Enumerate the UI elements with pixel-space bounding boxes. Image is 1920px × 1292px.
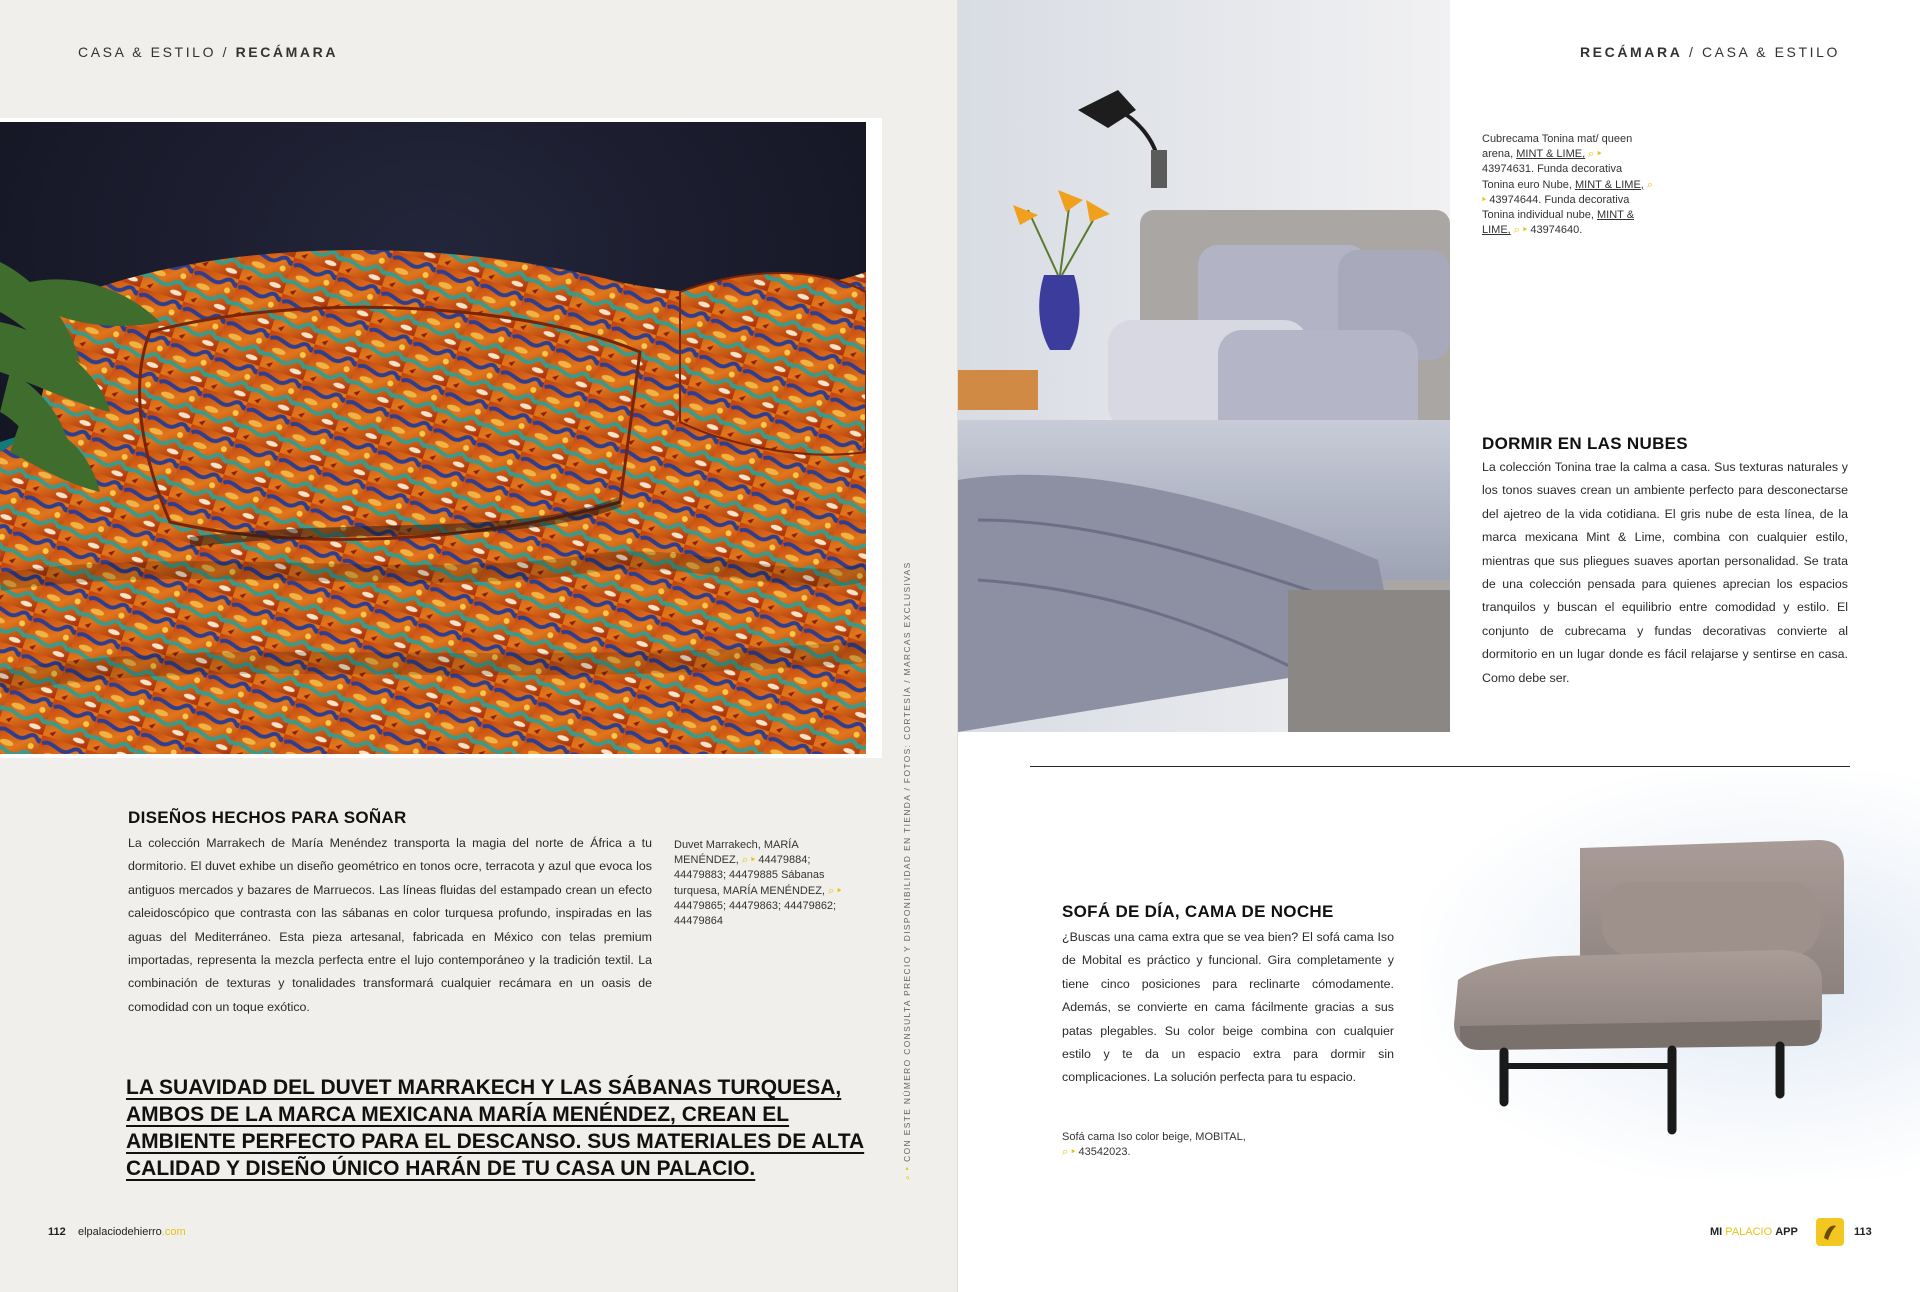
sofa-bed-photo bbox=[1440, 830, 1860, 1160]
bedroom-photo bbox=[958, 0, 1450, 732]
running-head-right: RECÁMARA / CASA & ESTILO bbox=[1579, 44, 1840, 60]
palacio-logo-icon bbox=[1816, 1218, 1844, 1246]
product-credit-top: Cubrecama Tonina mat/ queen arena, MINT & LIME, ⌕ ▸ 43974631. Funda decorativa Tonina euro Nube, MINT & LIME, ⌕ ▸ 43974644. Funda decorativa Tonina individual nube, MINT & LIME, ⌕ ▸ 43974640. bbox=[1482, 133, 1654, 237]
page-number-right: 113 bbox=[1854, 1226, 1872, 1238]
search-icon: ⌕ ▸ bbox=[1588, 148, 1602, 161]
left-page bbox=[0, 0, 958, 1292]
search-icon: ⌕ ▸ bbox=[741, 854, 756, 867]
pull-quote: LA SUAVIDAD DEL DUVET MARRAKECH Y LAS SÁBANAS TURQUESA, AMBOS DE LA MARCA MEXICANA MARÍA MENÉNDEZ, CREAN EL AMBIENTE PERFECTO PARA EL DESCANSO. SUS MATERIALES DE ALTA CALIDAD Y DISEÑO ÚNICO HARÁN DE TU CASA UN PALACIO. bbox=[126, 1076, 865, 1180]
search-icon: ⌕ ▸ bbox=[1062, 1146, 1076, 1159]
site-link[interactable]: elpalaciodehierro.com bbox=[77, 1226, 186, 1238]
search-icon: ⌕ ▸ bbox=[828, 884, 842, 897]
product-credit-sofa: Sofá cama Iso color beige, MOBITAL, ⌕ ▸ 43542023. bbox=[1062, 1131, 1246, 1159]
search-icon: ⌕ ▸ bbox=[1513, 224, 1528, 237]
search-icon: ⌕ ▸ bbox=[902, 1161, 912, 1180]
article-body-right-top: La colección Tonina trae la calma a casa. Sus texturas naturales y los tonos suaves crean un ambiente perfecto para desconectarse del ajetreo de la vida cotidiana. El gris nube de esta línea, de la marca mexicana Mint & Lime, combina con cualquier estilo, mientras que sus pliegues suaves aportan personalidad. Se trata de una colección pensada para quienes aprecian los espacios tranquilos y buscan el equilibrio entre comodidad y estilo. El conjunto de cubrecama y fundas decorativas convierte al dormitorio en un lugar donde es fácil relajarse y sentirse en casa. Como debe ser. bbox=[1482, 460, 1848, 685]
folio-right: MI PALACIO APP bbox=[1710, 1226, 1798, 1238]
duvet-photo bbox=[0, 122, 866, 754]
article-title-right-bottom: SOFÁ DE DÍA, CAMA DE NOCHE bbox=[1062, 902, 1334, 921]
running-head-left: CASA & ESTILO / RECÁMARA bbox=[78, 44, 339, 60]
article-title-right-top: DORMIR EN LAS NUBES bbox=[1482, 434, 1688, 453]
article-body-left: La colección Marrakech de María Menéndez transporta la magia del norte de África a tu dormitorio. El duvet exhibe un diseño geométrico en tonos ocre, terracota y azul que evoca los antiguos mercados y bazares de Marruecos. Las líneas fluidas del estampado crean un efecto caleidoscópico que contrasta con las sábanas en color turquesa profundo, inspiradas en las aguas del Mediterráneo. Esta pieza artesanal, fabricada en México con telas premium importadas, representa la mezcla perfecta entre el lujo contemporáneo y la tradición textil. La combinación de texturas y tonalidades transformará cualquier recámara en un oasis de comodidad con un toque exótico. bbox=[128, 836, 652, 1014]
product-credit-left: Duvet Marrakech, MARÍA MENÉNDEZ, ⌕ ▸ 44479884; 44479883; 44479885 Sábanas turquesa, MARÍA MENÉNDEZ, ⌕ ▸ 44479865; 44479863; 44479862; 44479864 bbox=[674, 839, 842, 928]
section-divider bbox=[1030, 766, 1850, 767]
search-icon: ⌕ ▸ bbox=[1482, 178, 1654, 206]
vertical-note: ⌕ ▸ CON ESTE NÚMERO CONSULTA PRECIO Y DISPONIBILIDAD EN TIENDA / FOTOS: CORTESÍA / MARCAS EXCLUSIVAS bbox=[902, 561, 912, 1180]
folio-left: 112 elpalaciodehierro.com bbox=[48, 1226, 186, 1238]
article-body-right-bottom: ¿Buscas una cama extra que se vea bien? El sofá cama Iso de Mobital es práctico y funcional. Gira completamente y tiene cinco posiciones para reclinarte cómodamente. Además, se convierte en cama fácilmente gracias a sus patas plegables. Su color beige combina con cualquier estilo y te da un espacio extra para dormir sin complicaciones. La solución perfecta para tu espacio. bbox=[1062, 930, 1394, 1085]
article-title-left: DISEÑOS HECHOS PARA SOÑAR bbox=[128, 808, 407, 827]
vase bbox=[1039, 275, 1079, 350]
